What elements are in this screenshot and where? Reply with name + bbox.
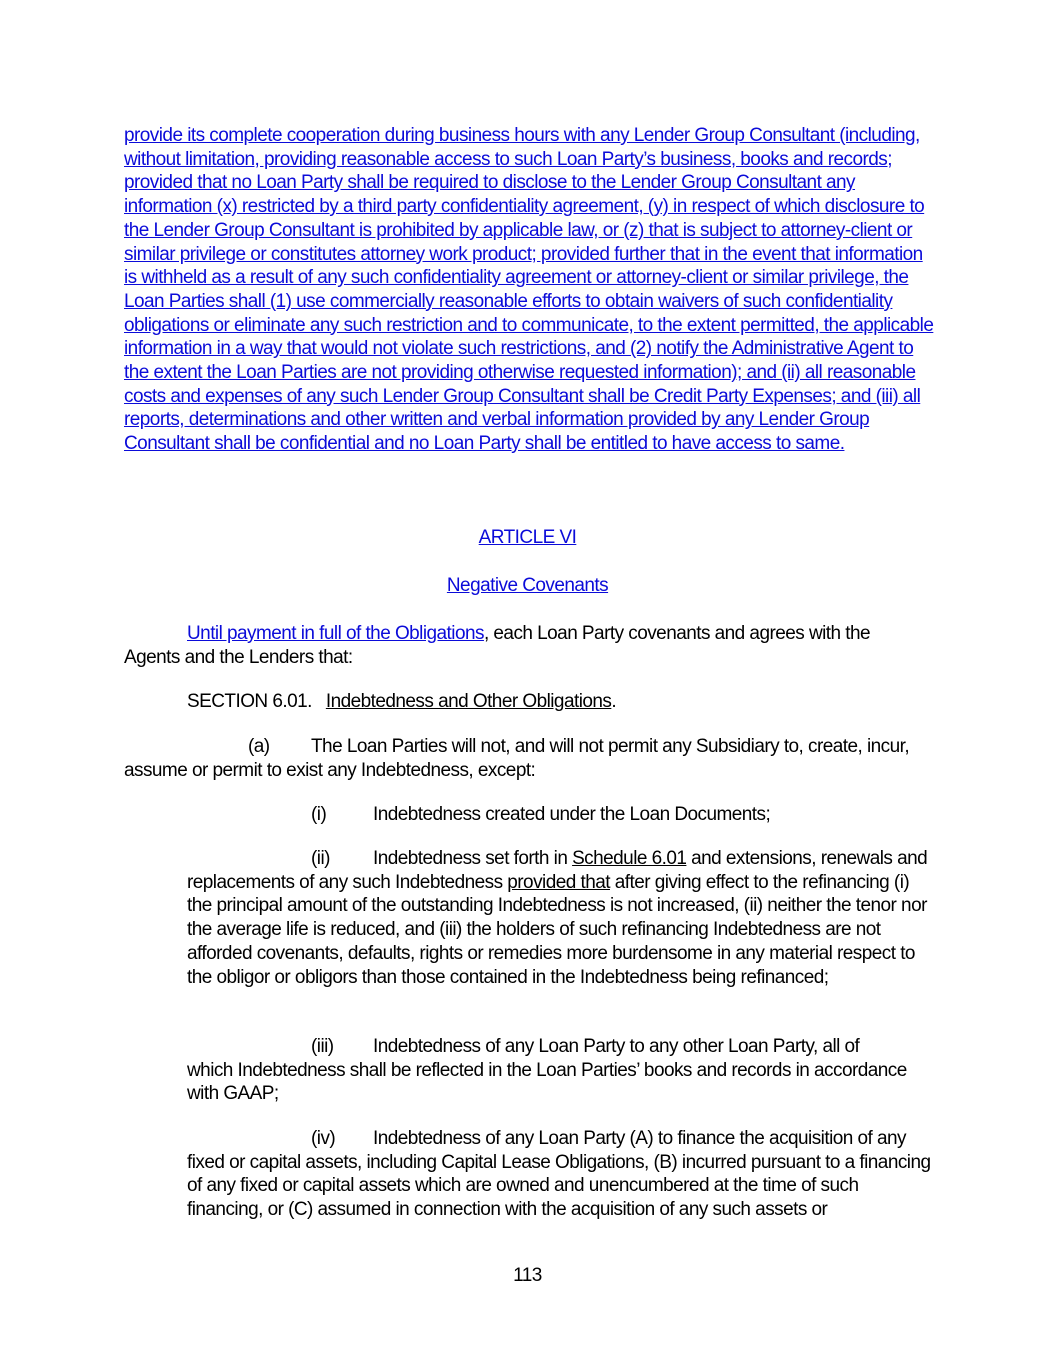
item-iii [187, 1035, 907, 1106]
section-end: . [611, 691, 617, 712]
schedule-reference: Schedule 6.01 [572, 848, 687, 869]
clause-a-text: The Loan Parties will not, and will not permit any Subsidiary to, create, incur, assume or permit to exist any Indebtedness, except: [124, 736, 910, 781]
item-ii-text-after: after giving effect to the refinancing (i) the principal amount of the outstanding Indebtedness is not increased, (ii) neither the tenor nor the average life is reduced, and (iii) the holders of such refinancing Indebtedness are not afforded covenants, defaults, rights or remedies more burdensome in any material respect to the obligor or obligors than those contained in the Indebtedness being refinanced; [187, 871, 927, 988]
inserted-paragraph [124, 124, 934, 456]
item-ii-text-mid: and extensions, renewals and replacements of any such Indebtedness [187, 848, 928, 893]
section-heading [187, 690, 927, 714]
item-i-text: Indebtedness created under the Loan Documents; [373, 804, 771, 825]
item-ii-text-before: Indebtedness set forth in [373, 848, 573, 869]
item-i-label: (i) [311, 804, 327, 825]
provided-that: provided that [507, 871, 610, 893]
item-i [187, 803, 932, 827]
item-ii [187, 847, 935, 989]
item-iv [187, 1127, 935, 1222]
item-iii-text: Indebtedness of any Loan Party to any other Loan Party, all of which Indebtedness shall be reflected in the Loan Parties’ books and records in accordance with GAAP; [187, 1036, 907, 1105]
inserted-paragraph-text: provide its complete cooperation during business hours with any Lender Group Consultant (including, without limitation, providing reasonable access to such Loan Party’s business, books and records; provided that no Loan Party shall be required to disclose to the Lender Group Consultant any information (x) restricted by a third party confidentiality agreement, (y) in respect of which disclosure to the Lender Group Consultant is prohibited by applicable law, or (z) that is subject to attorney-client or similar privilege or constitutes attorney work product; provided further that in the event that information is withheld as a result of any such confidentiality agreement or attorney-client or similar privilege, the Loan Parties shall (1) use commercially reasonable efforts to obtain waivers of such confidentiality obligations or eliminate any such restriction and to communicate, to the extent permitted, the applicable information in a way that would not violate such restrictions, and (2) notify the Administrative Agent to the extent the Loan Parties are not providing otherwise requested information); and (ii) all reasonable costs and expenses of any such Lender Group Consultant shall be Credit Party Expenses; and (iii) all reports, determinations and other written and verbal information provided by any Lender Group Consultant shall be confidential and no Loan Party shall be entitled to have access to same. [124, 125, 934, 455]
item-iv-label: (iv) [311, 1128, 336, 1149]
intro-rest: , each Loan Party covenants and agrees with the Agents and the Lenders that: [124, 623, 871, 668]
section-title: Indebtedness and Other Obligations [325, 691, 612, 712]
item-ii-label: (ii) [311, 848, 330, 869]
intro-paragraph [124, 622, 924, 669]
clause-a-label: (a) [248, 736, 270, 757]
page-number: 113 [513, 1265, 542, 1286]
clause-a [124, 735, 919, 782]
section-number: SECTION 6.01. [187, 691, 312, 712]
item-iii-label: (iii) [311, 1036, 334, 1057]
article-number: ARTICLE VI [478, 527, 577, 548]
obligations-link[interactable]: Until payment in full of the Obligations [187, 623, 484, 644]
item-iv-text: Indebtedness of any Loan Party (A) to finance the acquisition of any fixed or capital assets, including Capital Lease Obligations, (B) incurred pursuant to a financing of any fixed or capital assets which are owned and unencumbered at the time of such financing, or (C) assumed in connection with the acquisition of any such assets or [187, 1128, 931, 1221]
article-title: Negative Covenants [446, 575, 609, 596]
